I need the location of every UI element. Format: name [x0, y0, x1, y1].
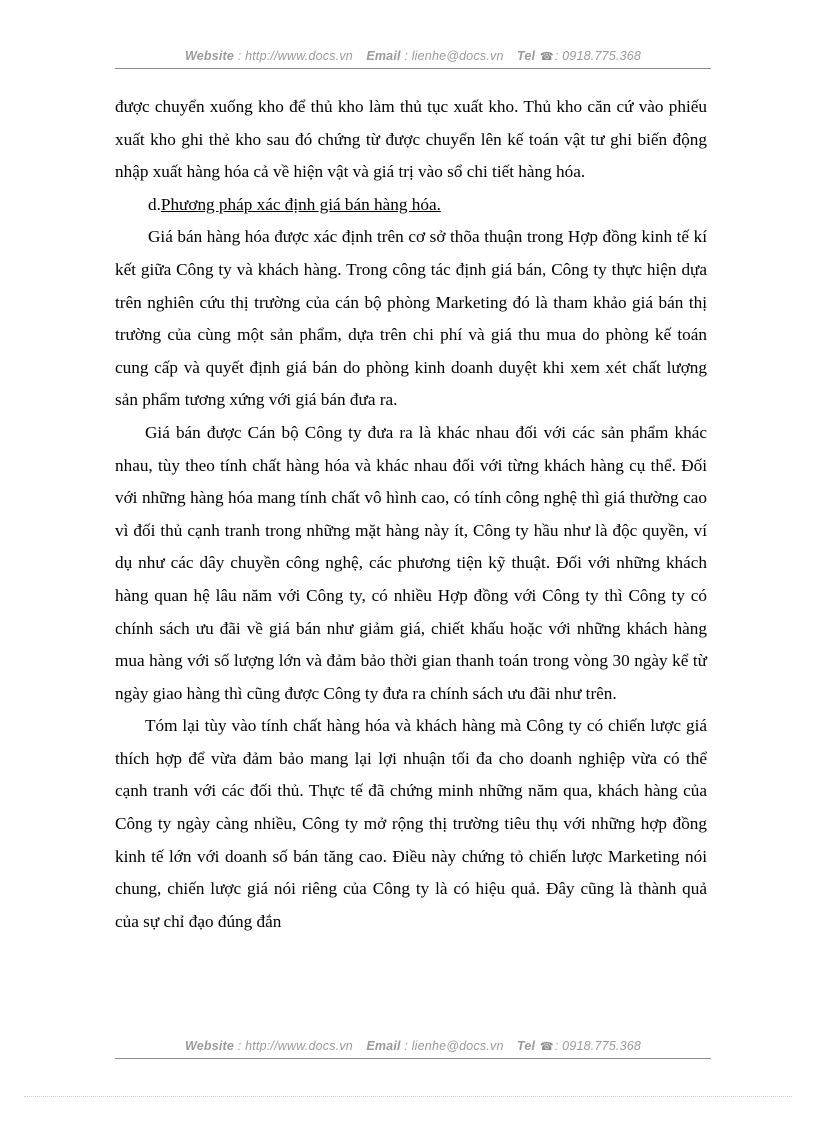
- footer-website-link[interactable]: : http://www.docs.vn: [237, 1039, 353, 1053]
- paragraph-pricing-differences: Giá bán được Cán bộ Công ty đưa ra là khác nhau đối với các sản phẩm khác nhau, tùy theo tính chất hàng hóa và khác nhau đối với từng khách hàng cụ thể. Đối với những hàng hóa mang tính chất vô hình cao, có tính công nghệ thì giá thường cao vì đối thủ cạnh tranh trong những mặt hàng này ít, Công ty hầu như là độc quyền, ví dụ như các dây chuyền công nghệ, các phương tiện kỹ thuật. Đối với những khách hàng quan hệ lâu năm với Công ty, có nhiều Hợp đồng với Công ty thì Công ty có chính sách ưu đãi về giá bán như giảm giá, chiết khấu hoặc với những khách hàng mua hàng với số lượng lớn và đảm bảo thời gian thanh toán trong vòng 30 ngày kể từ ngày giao hàng thì cũng được Công ty đưa ra chính sách ưu đãi như trên.: [115, 422, 707, 703]
- document-body: [115, 91, 707, 938]
- page-header: [115, 48, 711, 69]
- section-heading-title: Phương pháp xác định giá bán hàng hóa.: [160, 194, 441, 214]
- phone-icon: ☎: [539, 51, 554, 63]
- page-footer: [115, 1038, 711, 1059]
- footer-email-link[interactable]: : lienhe@docs.vn: [404, 1039, 504, 1053]
- header-email-label: Email: [366, 49, 401, 63]
- header-website-link[interactable]: : http://www.docs.vn: [237, 49, 353, 63]
- section-heading-prefix: d.: [148, 194, 161, 214]
- header-tel-value: : 0918.775.368: [554, 49, 642, 63]
- section-heading: [115, 189, 707, 222]
- page-bottom-divider: [24, 1096, 792, 1097]
- paragraph-pricing-basis: Giá bán hàng hóa được xác định trên cơ sở thõa thuận trong Hợp đồng kinh tế kí kết giữa Công ty và khách hàng. Trong công tác định giá bán, Công ty thực hiện dựa trên nghiên cứu thị trường của cán bộ phòng Marketing đó là tham khảo giá bán thị trường của cùng một sản phẩm, dựa trên chi phí và giá thu mua do phòng kế toán cung cấp và quyết định giá bán do phòng kinh doanh duyệt khi xem xét chất lượng sản phẩm tương xứng với giá bán đưa ra.: [115, 227, 707, 410]
- footer-website-label: Website: [184, 1039, 235, 1053]
- header-website-label: Website: [184, 49, 235, 63]
- footer-tel-label: Tel: [517, 1039, 536, 1053]
- paragraph-continuation: được chuyển xuống kho để thủ kho làm thủ tục xuất kho. Thủ kho căn cứ vào phiếu xuất kho ghi thẻ kho sau đó chứng từ được chuyển lên kế toán vật tư ghi biến động nhập xuất hàng hóa cả về hiện vật và giá trị vào sổ chi tiết hàng hóa.: [115, 97, 707, 182]
- header-email-link[interactable]: : lienhe@docs.vn: [404, 49, 504, 63]
- footer-tel-value: : 0918.775.368: [554, 1039, 642, 1053]
- footer-email-label: Email: [366, 1039, 401, 1053]
- phone-icon: ☎: [539, 1041, 554, 1053]
- paragraph-summary: Tóm lại tùy vào tính chất hàng hóa và khách hàng mà Công ty có chiến lược giá thích hợp để vừa đảm bảo mang lại lợi nhuận tối đa cho doanh nghiệp vừa có thể cạnh tranh với các đối thủ. Thực tế đã chứng minh những năm qua, khách hàng của Công ty ngày càng nhiều, Công ty mở rộng thị trường tiêu thụ với những hợp đồng kinh tế lớn với doanh số bán tăng cao. Điều này chứng tỏ chiến lược Marketing nói chung, chiến lược giá nói riêng của Công ty là có hiệu quả. Đây cũng là thành quả của sự chỉ đạo đúng đắn: [115, 716, 707, 931]
- header-tel-label: Tel: [517, 49, 536, 63]
